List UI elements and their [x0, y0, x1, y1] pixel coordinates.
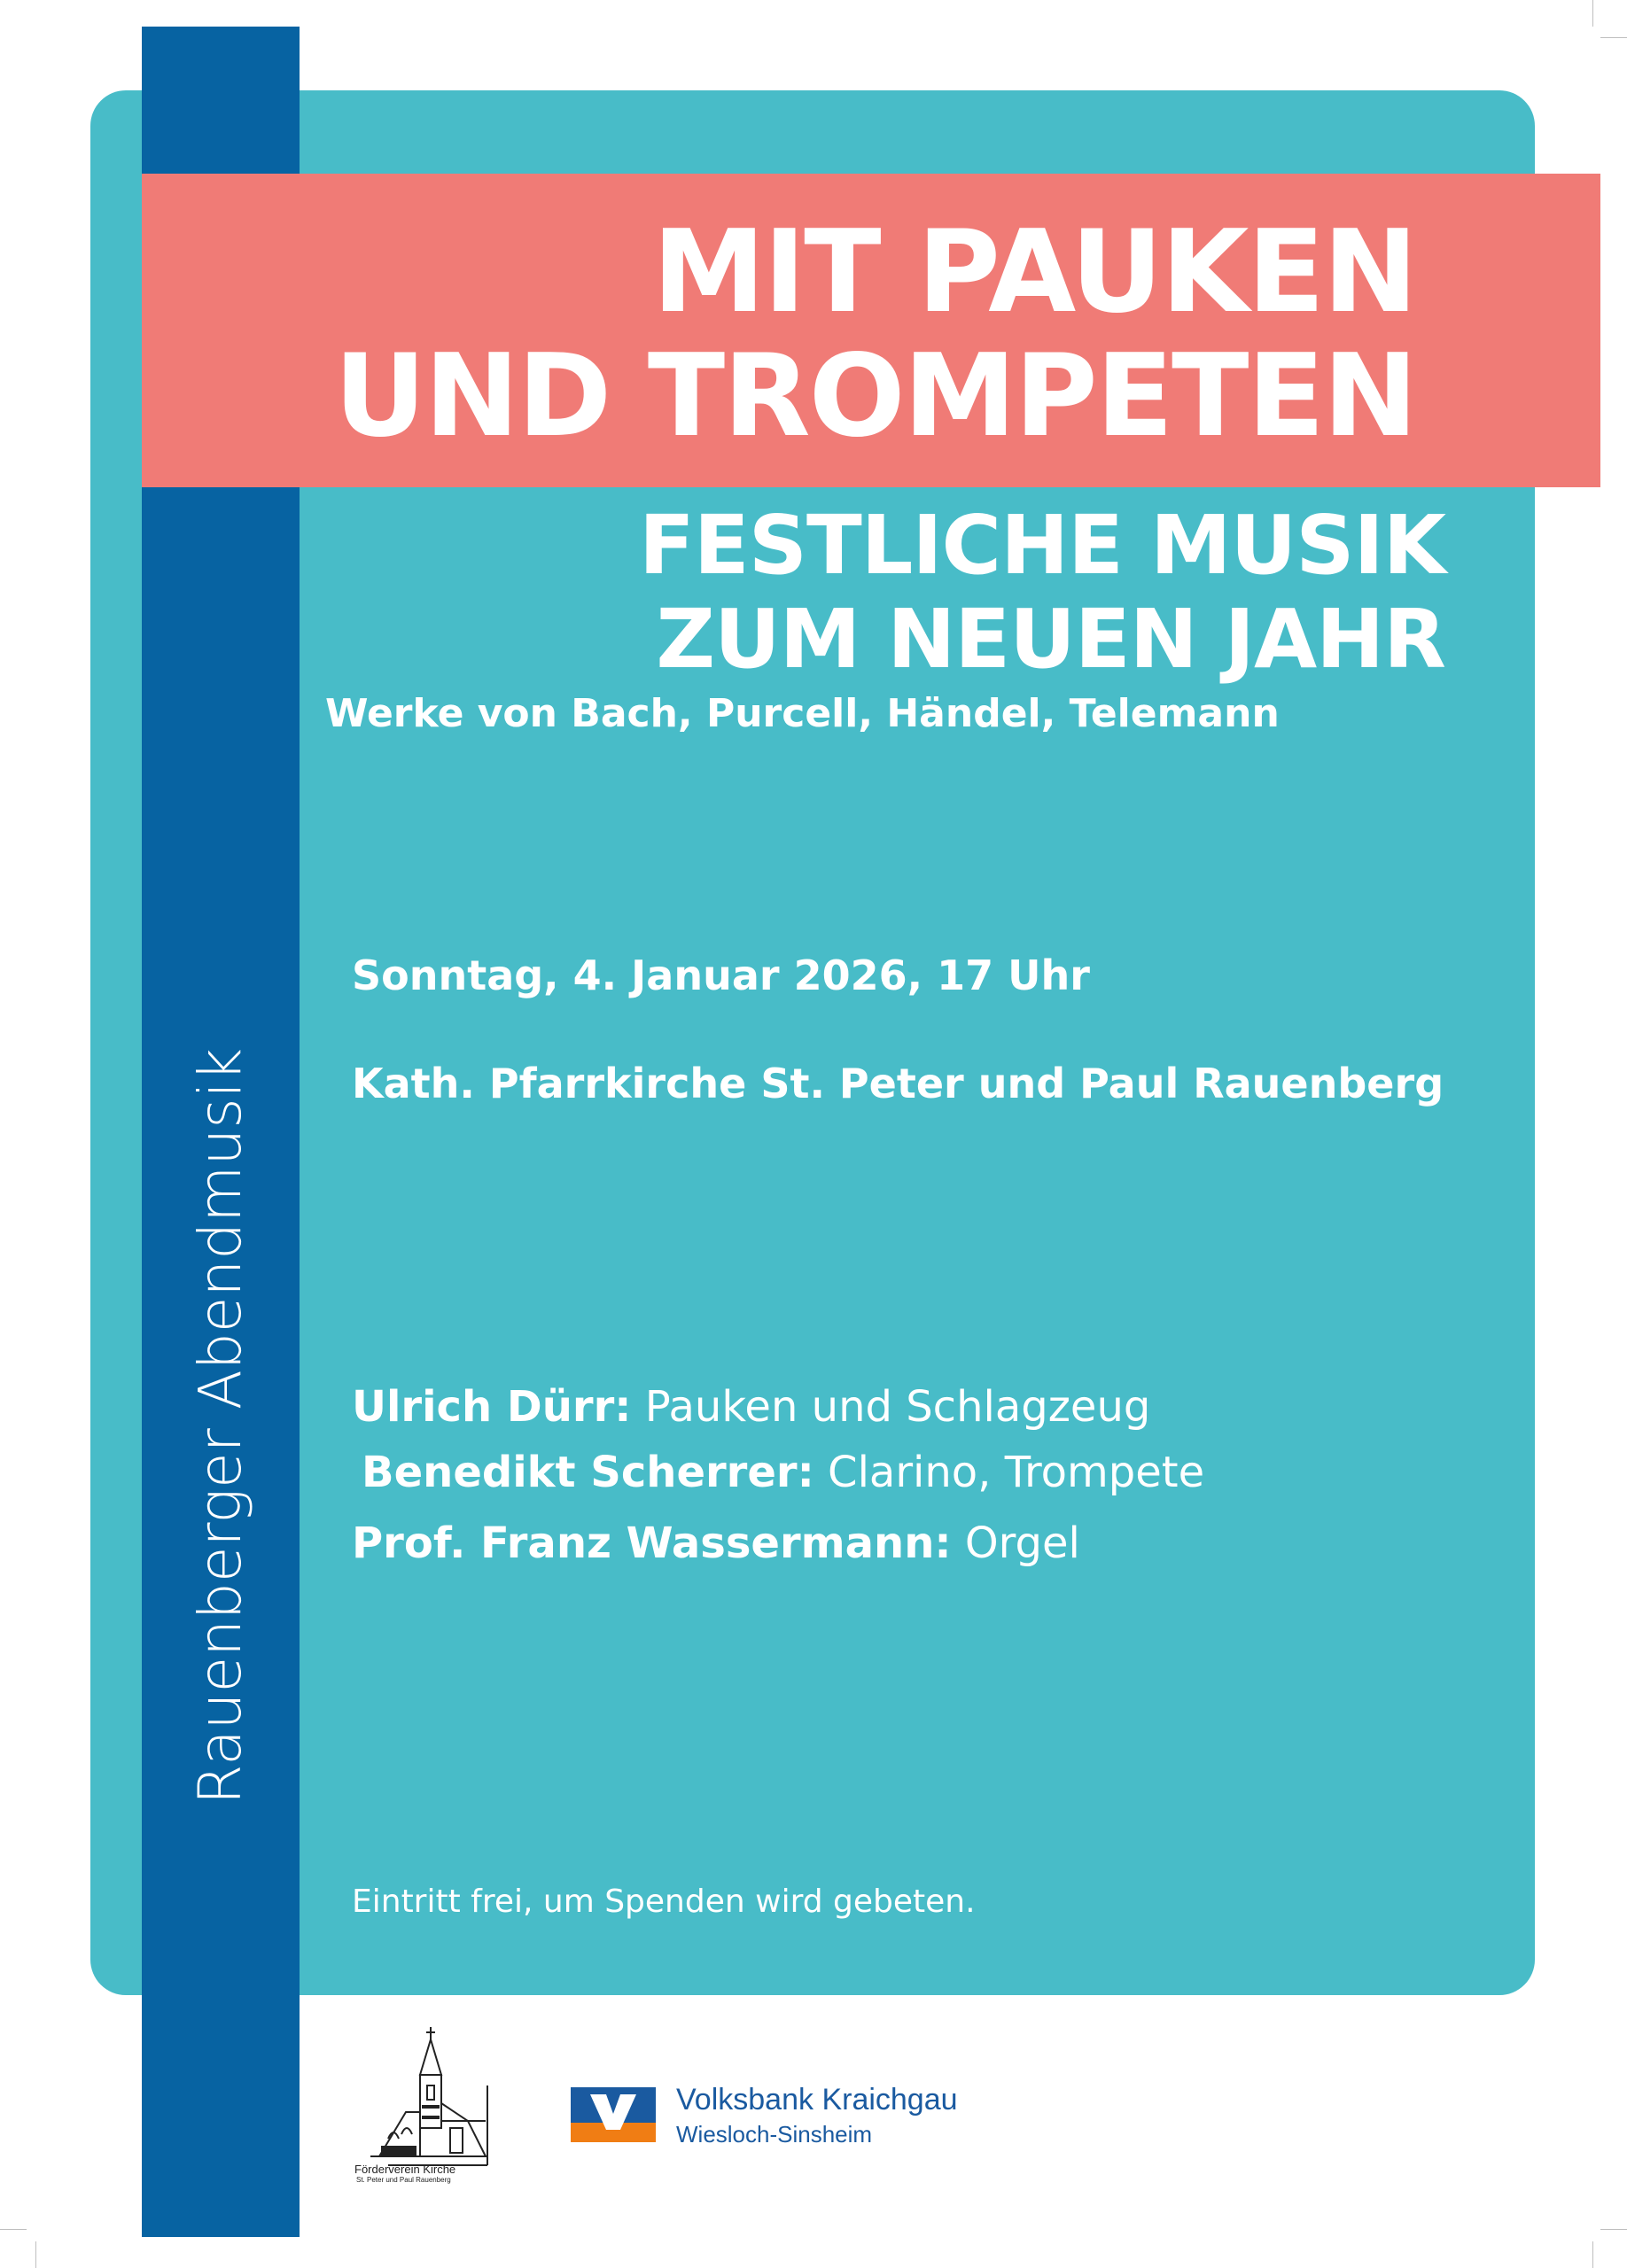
title-line-1: MIT PAUKEN — [652, 206, 1416, 338]
series-label: Rauenberger Abendmusik — [186, 1047, 254, 1806]
works-line: Werke von Bach, Purcell, Händel, Telemann — [325, 691, 1280, 736]
title-line-2: UND TROMPETEN — [333, 330, 1416, 462]
performer-name: Benedikt Scherrer: — [362, 1448, 814, 1497]
bank-name: Volksbank Kraichgau — [676, 2083, 958, 2117]
performer-name: Ulrich Dürr: — [352, 1382, 632, 1432]
crop-mark — [1600, 37, 1627, 38]
crop-mark — [35, 2241, 36, 2268]
church-caption: Förderverein Kirche — [354, 2163, 456, 2176]
admission-note: Eintritt frei, um Spenden wird gebeten. — [352, 1884, 976, 1920]
title-banner — [142, 174, 1600, 487]
event-venue: Kath. Pfarrkirche St. Peter und Paul Rauenberg — [352, 1060, 1444, 1107]
church-logo-icon — [353, 2023, 494, 2179]
crop-mark — [1592, 2241, 1593, 2268]
performer-role: Pauken und Schlagzeug — [644, 1382, 1151, 1432]
subtitle-line-2: ZUM NEUEN JAHR — [656, 592, 1445, 687]
bank-location: Wiesloch-Sinsheim — [676, 2121, 873, 2148]
volksbank-logo-icon — [571, 2087, 656, 2142]
performer-role: Orgel — [964, 1518, 1080, 1568]
crop-mark — [1592, 0, 1593, 27]
crop-mark — [0, 2229, 27, 2230]
performer-2 — [362, 1448, 1204, 1497]
performer-name: Prof. Franz Wassermann: — [352, 1518, 952, 1568]
performer-role: Clarino, Trompete — [828, 1448, 1205, 1497]
event-date: Sonntag, 4. Januar 2026, 17 Uhr — [352, 951, 1090, 999]
performer-1 — [352, 1382, 1150, 1432]
performer-3 — [352, 1518, 1080, 1568]
crop-mark — [1600, 2229, 1627, 2230]
subtitle-line-1: FESTLICHE MUSIK — [639, 498, 1445, 593]
church-caption-sub: St. Peter und Paul Rauenberg — [356, 2176, 451, 2184]
